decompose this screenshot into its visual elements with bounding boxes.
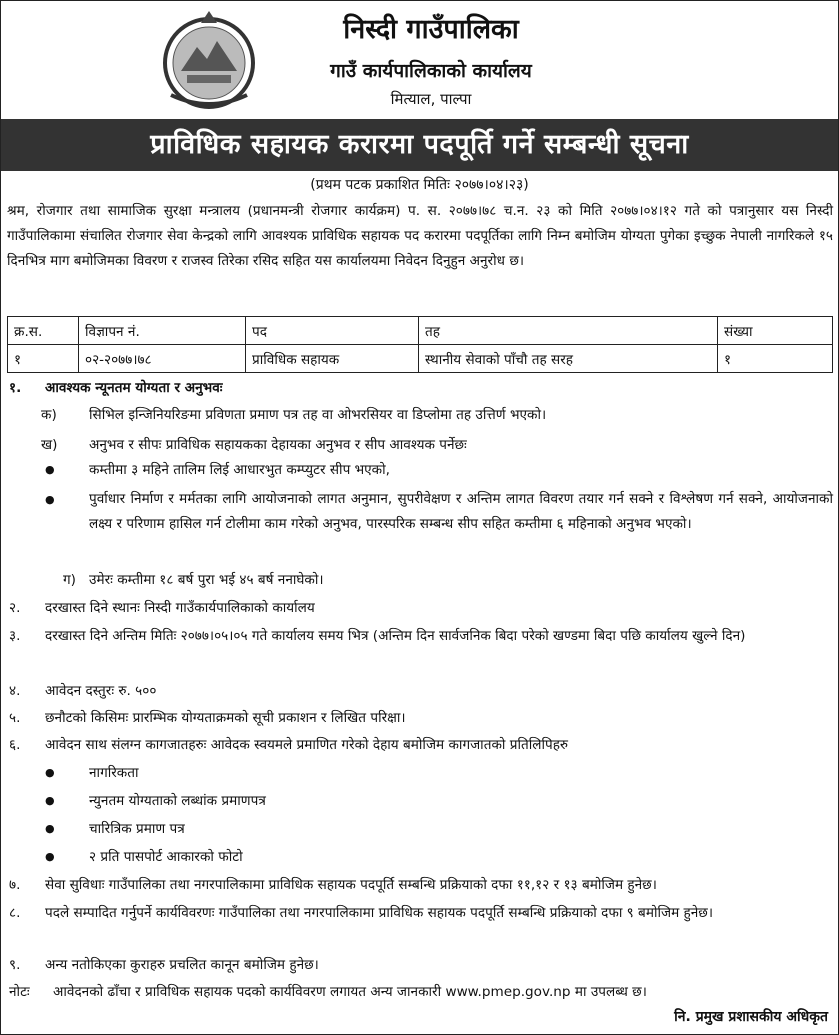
note-label: नोटः bbox=[9, 984, 30, 1000]
item-number: ५. bbox=[9, 710, 21, 726]
bullet-icon: ● bbox=[45, 463, 55, 476]
item-text: सेवा सुविधाः गाउँपालिका तथा नगरपालिकामा प्राविधिक सहायक पदपूर्ति सम्बन्धि प्रक्रियाको दफा ११,१२ र १३ बमोजिम हुनेछ। bbox=[45, 877, 657, 893]
item-mark: ख) bbox=[41, 437, 58, 453]
nepal-government-emblem-icon bbox=[151, 9, 267, 113]
item-text: न्युनतम योग्यताको लब्धांक प्रमाणपत्र bbox=[89, 793, 266, 809]
item-text: सिभिल इन्जिनियरिङमा प्रविणता प्रमाण पत्र तह वा ओभरसियर वा डिप्लोमा तह उत्तिर्ण भएको। bbox=[89, 407, 547, 423]
item-text: अनुभव र सीपः प्राविधिक सहायकका देहायका अनुभव र सीप आवश्यक पर्नेछः bbox=[89, 437, 467, 453]
bullet-icon: ● bbox=[45, 850, 55, 863]
table-cell: १ bbox=[718, 345, 833, 373]
item-text: दरखास्त दिने स्थानः निस्दी गाउँकार्यपालिकाको कार्यालय bbox=[45, 600, 315, 616]
table-cell: १ bbox=[8, 345, 79, 373]
header-cell: संख्या bbox=[718, 317, 833, 345]
municipality-name: निस्दी गाउँपालिका bbox=[343, 14, 519, 45]
item-text: उमेरः कम्तीमा १८ बर्ष पुरा भई ४५ बर्ष ननाघेको। bbox=[89, 572, 324, 588]
item-mark: क) bbox=[41, 407, 57, 423]
item-text: आवेदन दस्तुरः रु. ५०० bbox=[45, 683, 157, 699]
office-location: मित्याल, पाल्पा bbox=[390, 90, 472, 108]
item-number: ९. bbox=[9, 957, 21, 973]
bullet-icon: ● bbox=[45, 794, 55, 807]
item-text: आवेदन साथ संलग्न कागजातहरुः आवेदक स्वयमले प्रमाणित गरेको देहाय बमोजिम कागजातको प्रतिलिपिहरु bbox=[45, 737, 569, 753]
header-cell: क्र.स. bbox=[8, 317, 79, 345]
intro-paragraph: श्रम, रोजगार तथा सामाजिक सुरक्षा मन्त्रालय (प्रधानमन्त्री रोजगार कार्यक्रम) प. स. २०७७।७८ च.न. २३ को मिति २०७७।०४।१२ गते को पत्रानुसार यस निस्दी गाउँपालिकामा संचालित रोजगार सेवा केन्द्रको लागि आवश्यक प्राविधिक सहायक पद करारमा पदपूर्तिका लागि निम्न बमोजिम योग्यता पुगेका इच्छुक नेपाली नागरिकले १५ दिनभित्र माग बमोजिमका विवरण र राजस्व तिरेका रसिद सहित यस कार्यालयमा निवेदन दिनुहुन अनुरोध छ। bbox=[7, 203, 833, 269]
office-name: गाउँ कार्यपालिकाको कार्यालय bbox=[330, 60, 532, 82]
item-text: पदले सम्पादित गर्नुपर्ने कार्यविवरणः गाउँपालिका तथा नगरपालिकामा प्राविधिक सहायक पदपूर्ति सम्बन्धि प्रक्रियाको दफा ९ बमोजिम हुनेछ। bbox=[45, 905, 713, 921]
notice-heading: प्राविधिक सहायक करारमा पदपूर्ति गर्ने सम्बन्धी सूचना bbox=[1, 119, 838, 171]
item-text: आवश्यक न्यूनतम योग्यता र अनुभवः bbox=[45, 380, 223, 396]
item-text: २ प्रति पासपोर्ट आकारको फोटो bbox=[89, 849, 243, 865]
bullet-icon: ● bbox=[45, 822, 55, 835]
item-text: अन्य नतोकिएका कुराहरु प्रचलित कानून बमोजिम हुनेछ। bbox=[45, 957, 319, 973]
published-date: (प्रथम पटक प्रकाशित मितिः २०७७।०४।२३) bbox=[310, 177, 529, 193]
item-text: नागरिकता bbox=[89, 765, 139, 781]
item-number: ३. bbox=[9, 628, 21, 644]
table-cell: प्राविधिक सहायक bbox=[246, 345, 419, 373]
table-row bbox=[8, 345, 833, 373]
header-cell: तह bbox=[419, 317, 718, 345]
item-mark: ग) bbox=[63, 572, 76, 588]
item-text: पुर्वाधार निर्माण र मर्मतका लागि आयोजनाको लागत अनुमान, सुपरीवेक्षण र अन्तिम लागत विवरण तयार गर्न सक्ने र विश्लेषण गर्न सक्ने, आयोजनाको लक्ष्य र परिणाम हासिल गर्न टोलीमा काम गरेको अनुभव, पारस्परिक सम्बन्ध सीप सहित कम्तीमा ६ महिनाको अनुभव भएको। bbox=[89, 491, 833, 532]
item-text: कम्तीमा ३ महिने तालिम लिई आधारभुत कम्प्युटर सीप भएको, bbox=[89, 462, 390, 478]
item-number: ७. bbox=[9, 877, 21, 893]
table-header-row bbox=[8, 317, 833, 345]
item-number: ८. bbox=[9, 905, 21, 921]
bullet-icon: ● bbox=[45, 766, 55, 779]
note-text: आवेदनको ढाँचा र प्राविधिक सहायक पदको कार्यविवरण लगायत अन्य जानकारी www.pmep.gov.np मा उपलब्ध छ। bbox=[53, 984, 647, 1000]
item-text: चारित्रिक प्रमाण पत्र bbox=[89, 821, 185, 837]
table-cell: ०२-२०७७।७८ bbox=[79, 345, 246, 373]
header-cell: विज्ञापन नं. bbox=[79, 317, 246, 345]
item-text: छनौटको किसिमः प्रारम्भिक योग्यताक्रमको सूची प्रकाशन र लिखित परिक्षा। bbox=[45, 710, 406, 726]
header-cell: पद bbox=[246, 317, 419, 345]
item-number: ६. bbox=[9, 737, 21, 753]
item-number: २. bbox=[9, 600, 21, 616]
item-number: ४. bbox=[9, 683, 21, 699]
table-cell: स्थानीय सेवाको पाँचौ तह सरह bbox=[419, 345, 718, 373]
vacancy-table bbox=[7, 316, 833, 373]
item-text: दरखास्त दिने अन्तिम मितिः २०७७।०५।०५ गते कार्यालय समय भित्र (अन्तिम दिन सार्वजनिक बिदा परेको खण्डमा बिदा पछि कार्यालय खुल्ने दिन) bbox=[45, 628, 746, 644]
bullet-icon: ● bbox=[45, 493, 55, 506]
signatory-title: नि. प्रमुख प्रशासकीय अधिकृत bbox=[674, 1009, 828, 1025]
item-number: १. bbox=[9, 380, 22, 396]
